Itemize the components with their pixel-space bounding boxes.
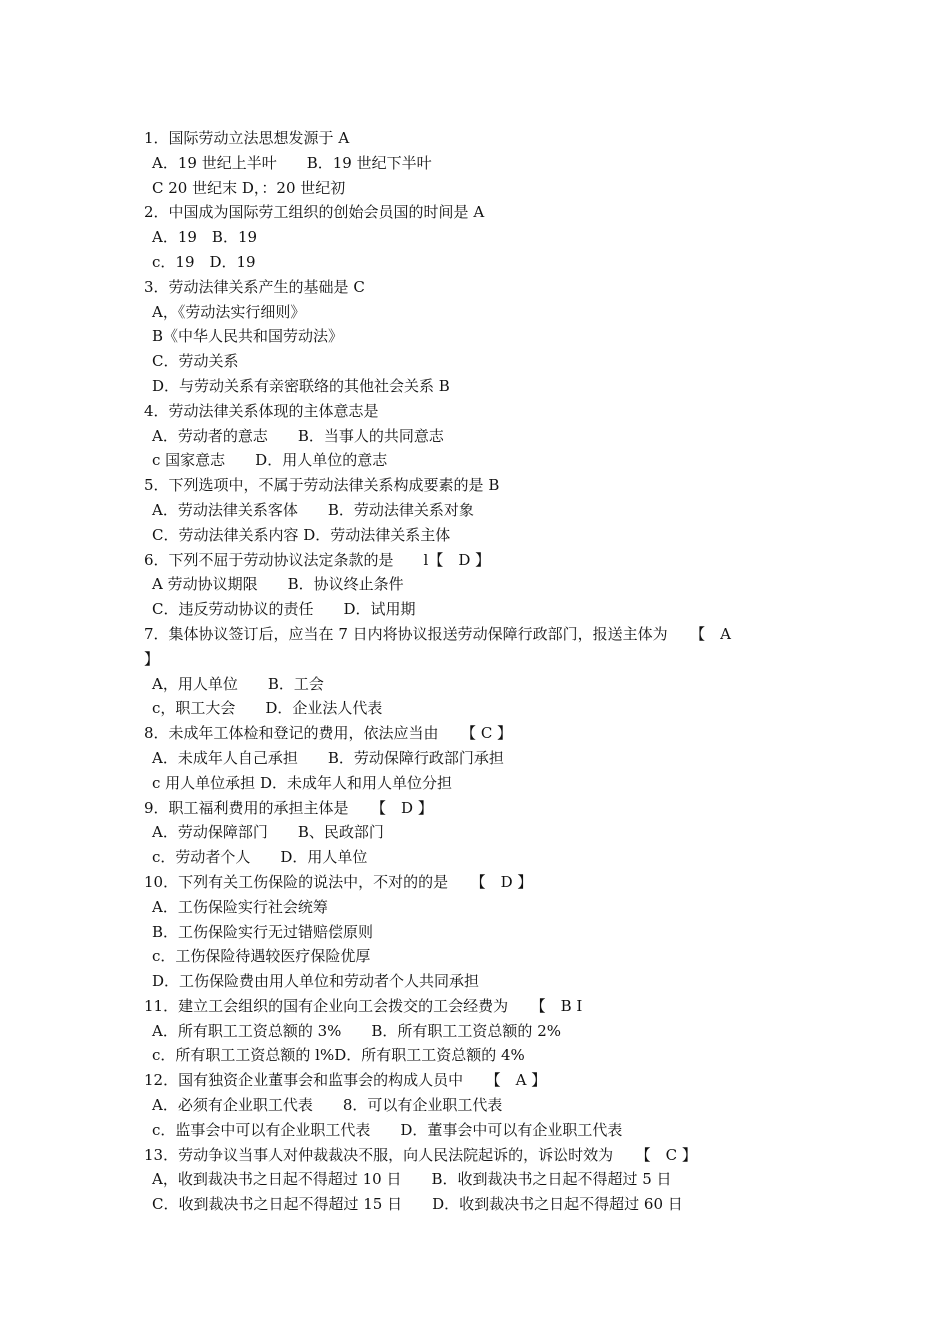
option-line: c．19 D．19	[152, 252, 256, 271]
question-line: 2．中国成为国际劳工组织的创始会员国的时间是 A	[144, 203, 485, 222]
option-line: A．工伤保险实行社会统筹	[152, 897, 328, 916]
option-line: C 20 世纪末 D，：20 世纪初	[152, 178, 346, 197]
question-line: 6．下列不屈于劳动协议法定条款的是 l【 D 】	[144, 550, 491, 569]
option-line: B．工伤保险实行无过错赔偿原则	[152, 922, 374, 941]
question-list	[144, 126, 816, 1217]
option-line: A．劳动保障部门 B、民政部门	[152, 823, 384, 842]
option-line: c，职工大会 D．企业法人代表	[152, 699, 383, 718]
question-line: 4．劳动法律关系体现的主体意志是	[144, 401, 379, 420]
option-line: c 国家意志 D．用人单位的意志	[152, 451, 388, 470]
option-line: c．所有职工工资总额的 l%D．所有职工工资总额的 4%	[152, 1046, 525, 1065]
option-line: A，用人单位 B．工会	[152, 674, 324, 693]
option-line: A，《劳动法实行细则》	[152, 302, 306, 321]
question-line: 7．集体协议签订后，应当在 7 日内将协议报送劳动保障行政部门，报送主体为 【 A	[144, 624, 731, 643]
option-line: A，收到裁决书之日起不得超过 10 日 B．收到裁决书之日起不得超过 5 日	[152, 1170, 672, 1189]
option-line: A．19 B．19	[152, 228, 258, 247]
question-line: 3．劳动法律关系产生的基础是 C	[144, 277, 365, 296]
question-line: 12．国有独资企业董事会和监事会的构成人员中 【 A 】	[144, 1071, 547, 1090]
option-line: c 用人单位承担 D．未成年人和用人单位分担	[152, 773, 452, 792]
option-line: C．劳动法律关系内容 D．劳动法律关系主体	[152, 525, 451, 544]
option-line: c．工伤保险待遇较医疗保险优厚	[152, 947, 371, 966]
option-line: C．劳动关系	[152, 352, 239, 371]
option-line: C．违反劳动协议的责任 D．试用期	[152, 600, 416, 619]
option-line: D．工伤保险费由用人单位和劳动者个人共同承担	[152, 972, 480, 991]
option-line: B《中华人民共和国劳动法》	[152, 327, 344, 346]
option-line: C．收到裁决书之日起不得超过 15 日 D．收到裁决书之日起不得超过 60 日	[152, 1195, 683, 1214]
option-line: c．监事会中可以有企业职工代表 D．董事会中可以有企业职工代表	[152, 1120, 623, 1139]
question-line: 9．职工福利费用的承担主体是 【 D 】	[144, 798, 433, 817]
option-line: c．劳动者个人 D．用人单位	[152, 848, 368, 867]
question-line: 10．下列有关工伤保险的说法中，不对的的是 【 D 】	[144, 872, 533, 891]
question-line: 13．劳动争议当事人对仲裁裁决不服，向人民法院起诉的，诉讼时效为 【 C 】	[144, 1145, 697, 1164]
option-line: A．必须有企业职工代表 8．可以有企业职工代表	[152, 1096, 503, 1115]
option-line: A．所有职工工资总额的 3% B．所有职工工资总额的 2%	[152, 1021, 561, 1040]
option-line: A 劳动协议期限 B．协议终止条件	[152, 575, 404, 594]
question-line: 8．未成年工体检和登记的费用，依法应当由 【 C 】	[144, 724, 513, 743]
option-line: A．劳动法律关系客体 B．劳动法律关系对象	[152, 500, 474, 519]
question-line-continuation: 】	[144, 649, 160, 668]
question-line: 5．下列选项中，不属于劳动法律关系构成要素的是 B	[144, 476, 500, 495]
option-line: A．19 世纪上半叶 B．19 世纪下半叶	[152, 153, 432, 172]
option-line: A．未成年人自己承担 B．劳动保障行政部门承担	[152, 748, 504, 767]
question-line: 11．建立工会组织的国有企业向工会拨交的工会经费为 【 B I	[144, 996, 583, 1015]
question-line: 1．国际劳动立法思想发源于 A	[144, 129, 350, 147]
option-line: D．与劳动关系有亲密联络的其他社会关系 B	[152, 376, 450, 395]
option-line: A．劳动者的意志 B．当事人的共同意志	[152, 426, 444, 445]
